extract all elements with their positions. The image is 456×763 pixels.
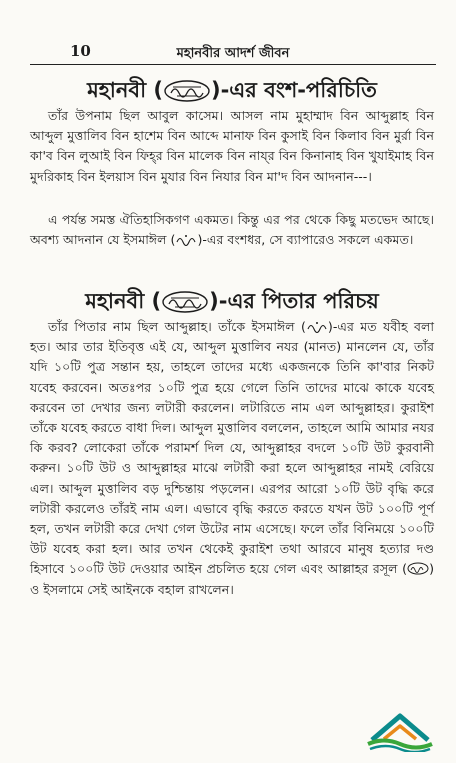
consensus-text-start: এ পর্যন্ত সমস্ত ঐতিহাসিকগণ একমত। কিন্তু এর পর থেকে কিছু মতভেদ আছে। অবশ্য আদনান যে ইসমাঈল (: [30, 212, 434, 248]
page-header: [30, 40, 436, 65]
consensus-text-end: )-এর বংশধর, সে ব্যাপারেও সকলে একমত।: [197, 232, 414, 248]
alayhis-salam-icon: [175, 233, 197, 246]
consensus-paragraph: [30, 210, 434, 250]
heading-text-end: )-এর বংশ-পরিচিতি: [210, 78, 377, 102]
lineage-paragraph: [30, 106, 434, 187]
lineage-text: তাঁর উপনাম ছিল আবুল কাসেম। আসল নাম মুহাম্মাদ বিন আব্দুল্লাহ বিন আব্দুল মুত্তালিব বিন হাশেম বিন আব্দে মানাফ বিন কুসাই বিন কিলাব বিন মুর্রা বিন কা'ব বিন লুআই বিন ফিহ্‌র বিন মালেক বিন নায্‌র বিন কিনানাহ বিন খুযাইমাহ বিন মুদরিকাহ বিন ইলয়াস বিন মুযার বিন নিযার বিন মা'দ বিন আদনান---।: [30, 108, 434, 184]
father-text-part3: ) ও ইসলামে সেই আইনকে বহাল রাখলেন।: [30, 561, 434, 597]
heading-text-start: মহানবী (: [87, 78, 163, 102]
father-paragraph: [30, 317, 434, 600]
father-text: [30, 317, 434, 600]
salawat-small-icon: [407, 562, 429, 575]
heading-text-start: মহানবী (: [85, 289, 162, 313]
salawat-calligraphy-icon: [163, 79, 211, 103]
running-title: মহানবীর আদর্শ জীবন: [176, 46, 290, 61]
salawat-calligraphy-icon: [161, 290, 209, 314]
father-text-part1: তাঁর পিতার নাম ছিল আব্দুল্লাহ। তাঁকে ইসমাঈল (: [48, 319, 306, 334]
consensus-text: [30, 210, 434, 250]
alayhis-salam-icon: [306, 320, 328, 333]
father-text-part2: )-এর মত যবীহ বলা হত। আর তার ইতিবৃত্ত এই যে, আব্দুল মুত্তালিব নযর (মানত) মানলেন যে, তাঁর যদি ১০টি পুত্র সন্তান হয়, তাহলে তাদের মধ্যে একজনকে তিনি কা'বার নিকট যবেহ করবেন। অতঃপর ১০টি পুত্র হয়ে গেলে তিনি তাদের মাঝে কাকে যবেহ করবেন তা দেখার জন্য লটারী করলেন। লটারিতে নাম এল আব্দুল্লাহর। কুরাইশ তাঁকে যবেহ করতে বাধা দিল। আব্দুল মুত্তালিব বললেন, তাহলে আমি আমার নযর কি করব? লোকেরা তাঁকে পরামর্শ দিল যে, আব্দুল্লাহর বদলে ১০টি উট কুরবানী করুন। ১০টি উট ও আব্দুল্লাহর মাঝে লটারী করা হলে আব্দুল্লাহর নামই বেরিয়ে এল। আব্দুল মুত্তালিব বড় দুশ্চিন্তায় পড়লেন। এরপর আরো ১০টি উট বৃদ্ধি করে লটারী করলেও তাঁরই নাম এল। এভাবে বৃদ্ধি করতে করতে যখন উট ১০০টি পূর্ণ হল, তখন লটারী করে দেখা গেল উটের নাম এসেছে। ফলে তাঁর বিনিময়ে ১০০টি উট যবেহ করা হল। আর তখন থেকেই কুরাইশ তথা আরবে মানুষ হত্যার দণ্ড হিসাবে ১০০টি উট দেওয়ার আইন প্রচলিত হয়ে গেল এবং আল্লাহর রসূল (: [30, 319, 434, 577]
heading-text-end: )-এর পিতার পরিচয়: [209, 289, 379, 313]
section-heading-lineage: [28, 74, 436, 109]
publisher-logo-icon: [362, 706, 438, 752]
section-heading-father: [28, 285, 436, 320]
page-number: 10: [70, 42, 91, 60]
